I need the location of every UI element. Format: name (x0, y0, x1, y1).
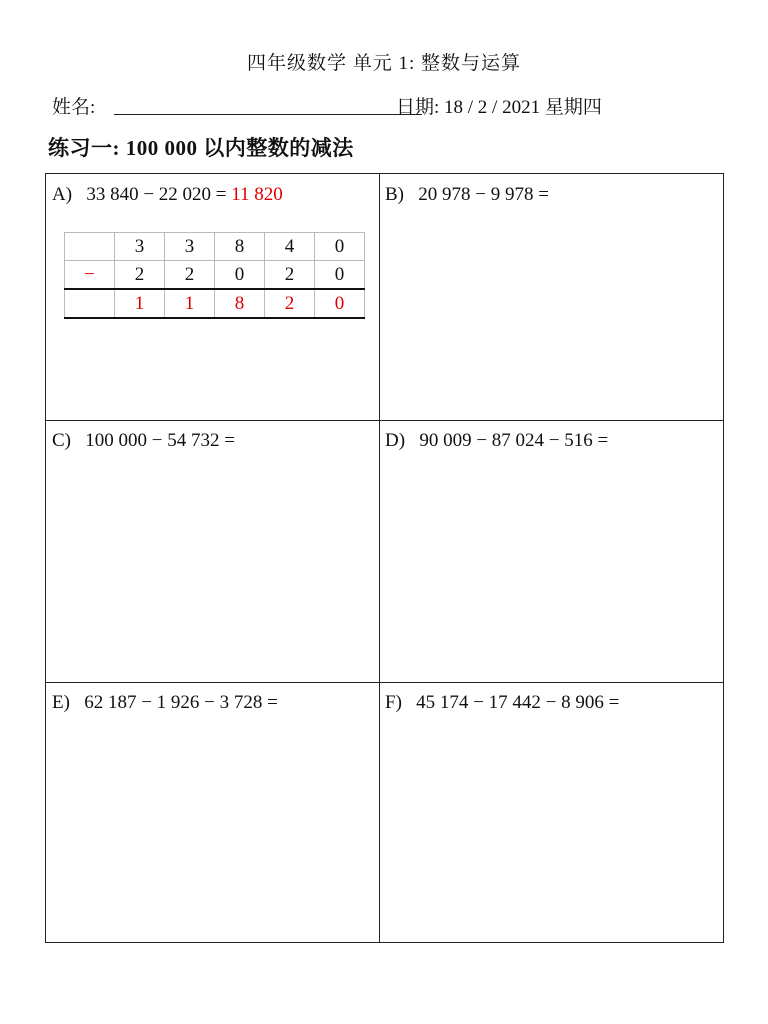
problem-e-expression: 62 187 − 1 926 − 3 728 = (84, 692, 278, 713)
problem-e-label: E) (52, 692, 70, 713)
problem-f-expression: 45 174 − 17 442 − 8 906 = (416, 692, 620, 713)
problem-a-answer: 11 820 (231, 184, 283, 205)
problem-f-label: F) (385, 692, 402, 713)
problem-e-cell (46, 682, 379, 942)
table-cell: 2 (265, 289, 315, 318)
problem-c-cell (46, 420, 379, 682)
problem-d (385, 430, 608, 452)
problem-d-label: D) (385, 430, 406, 451)
table-cell: 2 (265, 261, 315, 290)
table-cell: 0 (315, 261, 365, 290)
table-cell (65, 233, 115, 261)
name-label: 姓名: (52, 97, 96, 118)
table-cell (65, 289, 115, 318)
exercise-title: 练习一: 100 000 以内整数的减法 (48, 136, 354, 160)
problem-f (385, 692, 619, 714)
table-cell: 2 (165, 261, 215, 290)
problem-e (52, 692, 278, 714)
table-cell: 2 (115, 261, 165, 290)
table-cell: 1 (115, 289, 165, 318)
problem-c (52, 430, 235, 452)
minus-sign: − (65, 261, 115, 290)
table-cell: 8 (215, 289, 265, 318)
date-label: 日期: 18 / 2 / 2021 星期四 (396, 97, 602, 118)
problem-a-expression: 33 840 − 22 020 = (86, 184, 227, 205)
problem-b-cell (379, 174, 725, 420)
table-cell: 0 (315, 233, 365, 261)
problem-a-cell (46, 174, 379, 420)
problem-grid (45, 173, 724, 943)
table-cell: 0 (315, 289, 365, 318)
table-row-result (65, 289, 365, 318)
problem-b-label: B) (385, 184, 404, 205)
table-cell: 3 (115, 233, 165, 261)
problem-a (52, 184, 283, 206)
problem-d-expression: 90 009 − 87 024 − 516 = (419, 430, 609, 451)
table-cell: 3 (165, 233, 215, 261)
subtraction-column-table (64, 232, 365, 319)
worksheet-title: 四年级数学 单元 1: 整数与运算 (246, 53, 522, 74)
problem-b (385, 184, 549, 206)
table-cell: 0 (215, 261, 265, 290)
problem-a-label: A) (52, 184, 73, 205)
table-row (65, 261, 365, 290)
problem-c-expression: 100 000 − 54 732 = (85, 430, 235, 451)
problem-b-expression: 20 978 − 9 978 = (418, 184, 549, 205)
table-row (65, 233, 365, 261)
table-cell: 1 (165, 289, 215, 318)
problem-c-label: C) (52, 430, 71, 451)
table-cell: 4 (265, 233, 315, 261)
name-blank-line (114, 114, 422, 115)
problem-f-cell (379, 682, 725, 942)
problem-d-cell (379, 420, 725, 682)
table-cell: 8 (215, 233, 265, 261)
student-info-row (52, 92, 692, 118)
